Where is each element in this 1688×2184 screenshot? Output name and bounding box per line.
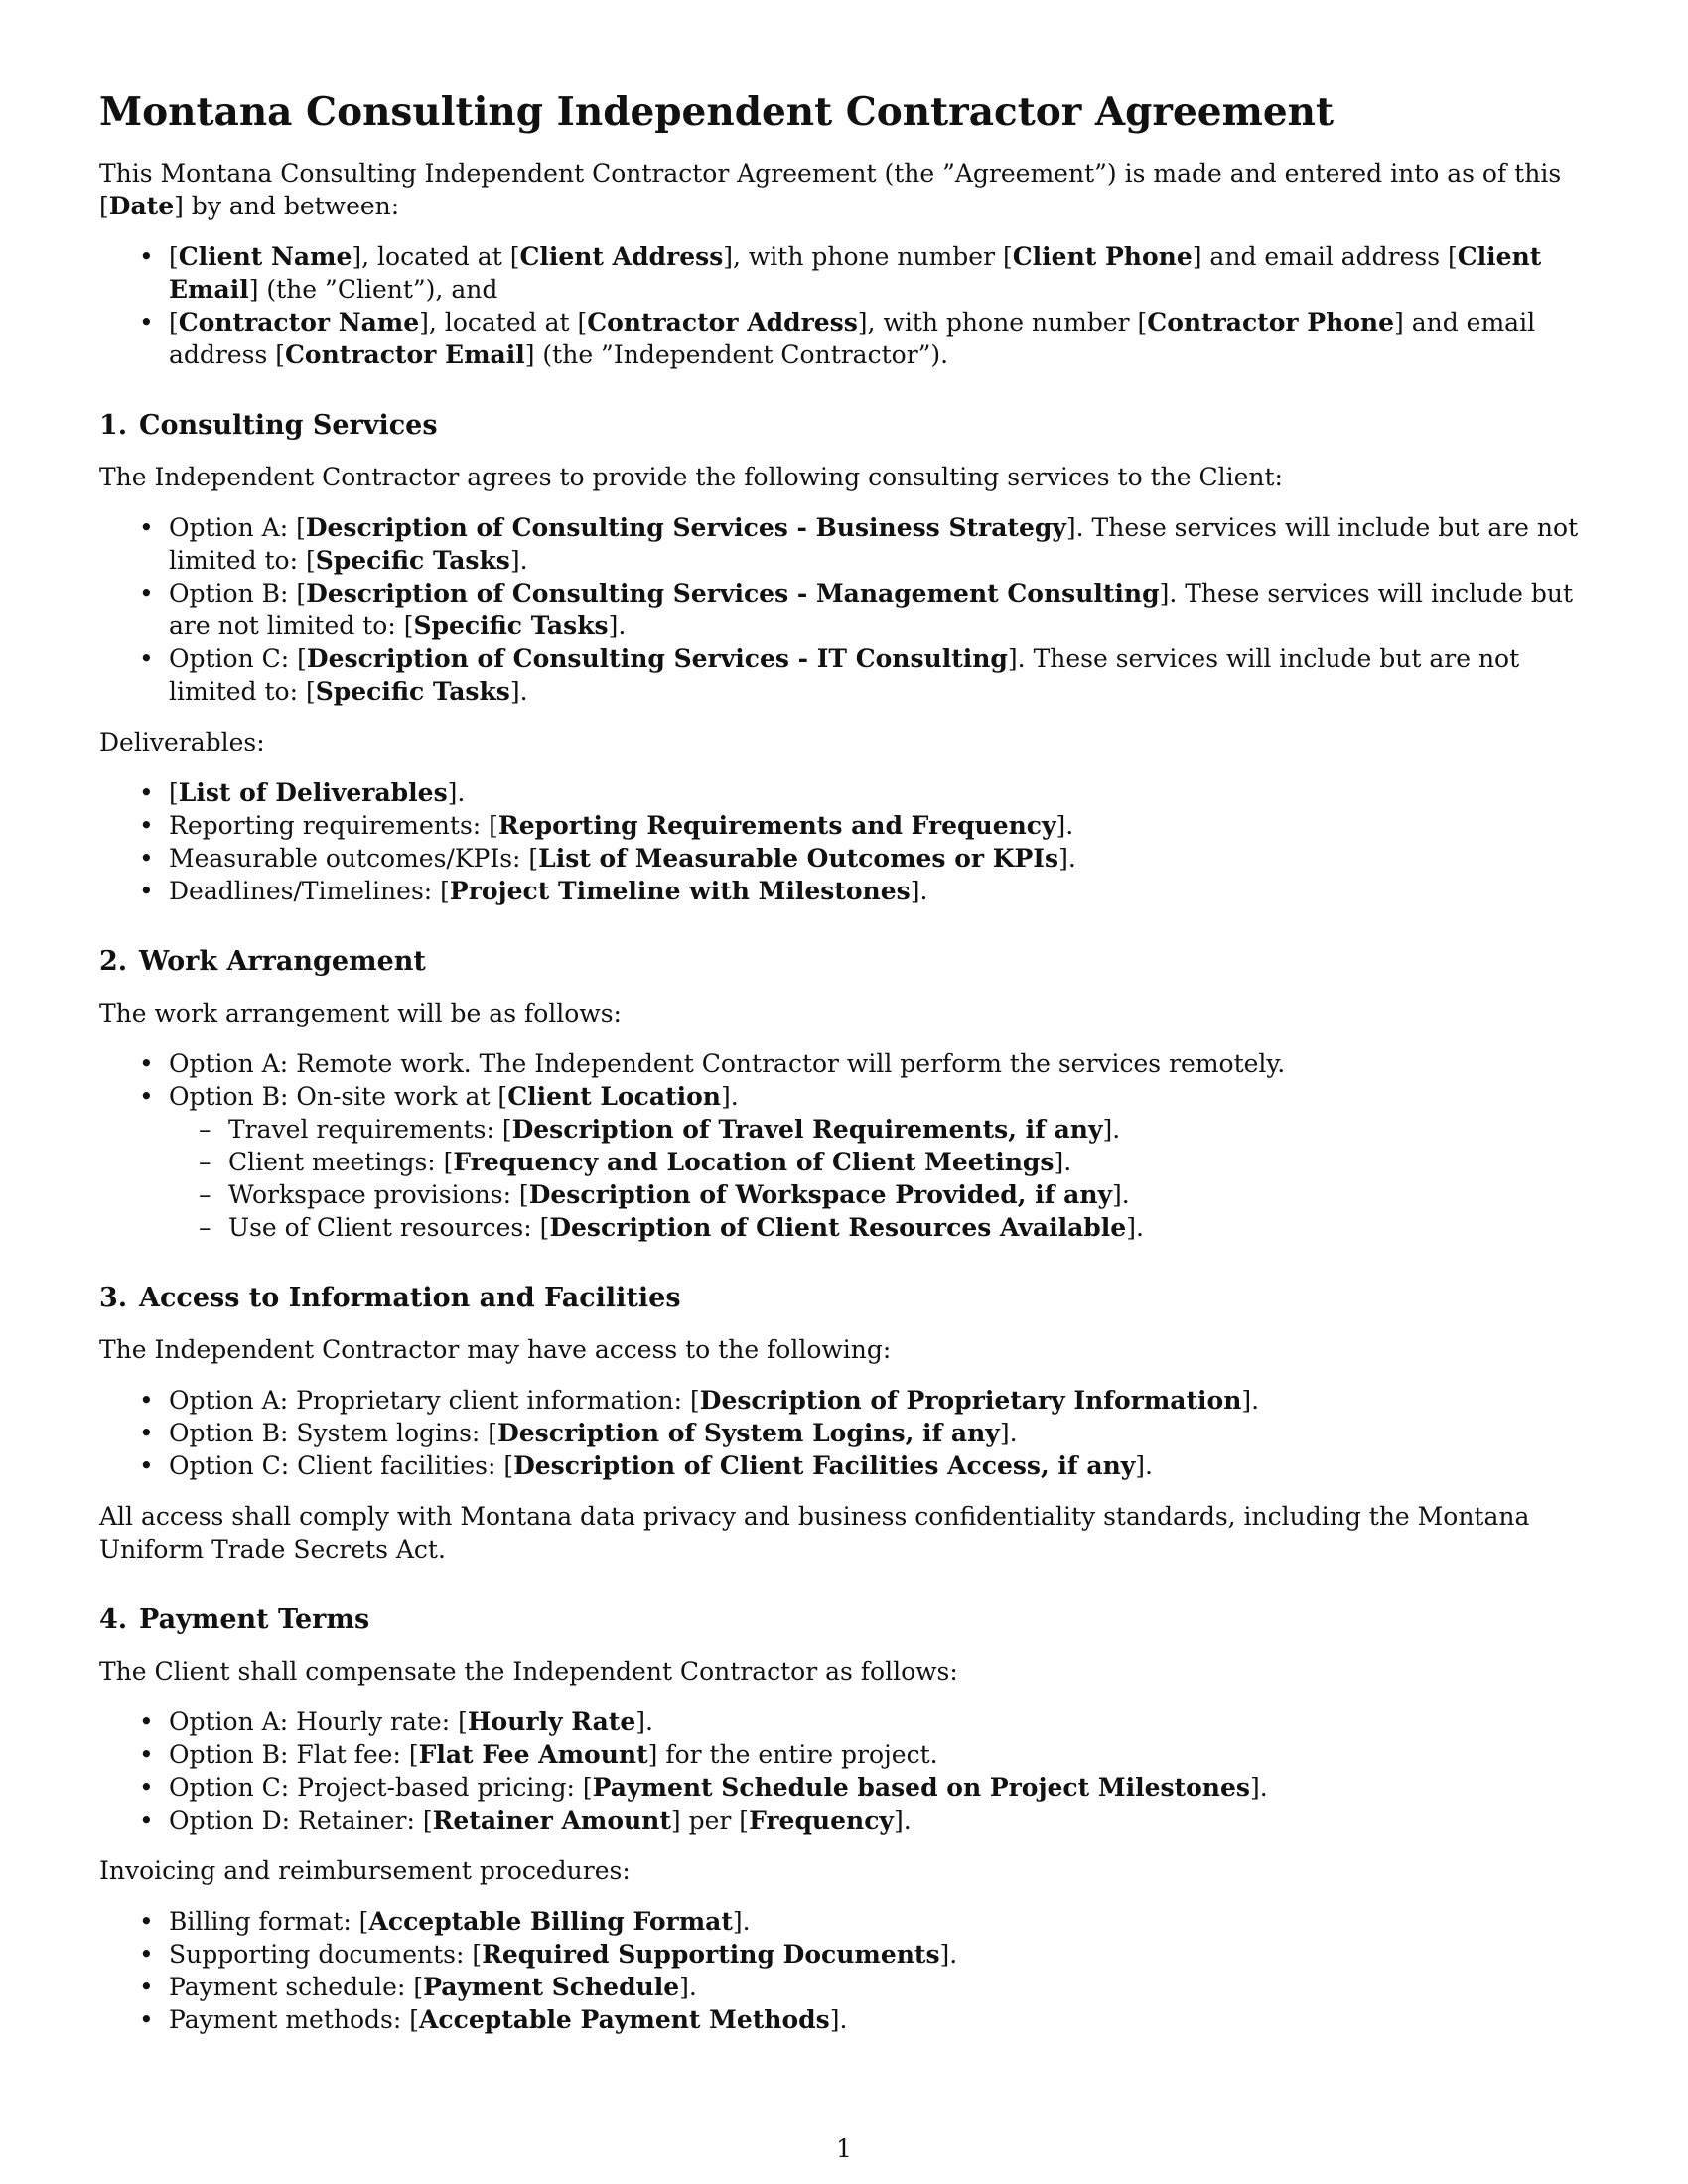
list-item: • Option C: Client facilities: [Description of Client Facilities Access, if any]. (99, 1449, 1591, 1482)
list-item: – Workspace provisions: [Description of Workspace Provided, if any]. (99, 1178, 1591, 1211)
access-closing-paragraph: All access shall comply with Montana data privacy and business confidentiality standards, including the Montana Uniform Trade Secrets Act. (99, 1502, 1530, 1564)
list-item: • Option D: Retainer: [Retainer Amount] per [Frequency]. (99, 1804, 1591, 1837)
list-item: • [Client Name], located at [Client Address], with phone number [Client Phone] and email address [Client Email] (the ”Client”), and (99, 240, 1591, 306)
list-item: – Use of Client resources: [Description of Client Resources Available]. (99, 1211, 1591, 1244)
document-title: Montana Consulting Independent Contractor Agreement (99, 89, 1335, 135)
list-item: • Supporting documents: [Required Supporting Documents]. (99, 1938, 1591, 1971)
list-item: • Option A: Remote work. The Independent Contractor will perform the services remotely. (99, 1047, 1591, 1080)
section-heading-payment-terms: 4. Payment Terms (99, 1604, 370, 1635)
access-list (99, 1384, 1591, 1482)
payment-options-list (99, 1706, 1591, 1837)
services-list (99, 511, 1591, 708)
intro-paragraph: This Montana Consulting Independent Contractor Agreement (the ”Agreement”) is made and entered into as of this [Date] by and between: (99, 159, 1562, 220)
list-item: • [List of Deliverables]. (99, 776, 1591, 809)
list-item: • Deadlines/Timelines: [Project Timeline with Milestones]. (99, 875, 1591, 907)
list-item: • Billing format: [Acceptable Billing Format]. (99, 1905, 1591, 1938)
list-item: • Option B: [Description of Consulting Services - Management Consulting]. These services will include but are not limited to: [Specific Tasks]. (99, 577, 1591, 642)
section-heading-access: 3. Access to Information and Facilities (99, 1283, 681, 1313)
list-item: • Reporting requirements: [Reporting Requirements and Frequency]. (99, 809, 1591, 842)
list-item: • Option B: On-site work at [Client Location]. (99, 1080, 1591, 1113)
parties-list (99, 240, 1591, 371)
section-intro: The Independent Contractor agrees to provide the following consulting services to the Client: (99, 463, 1283, 491)
list-item: – Travel requirements: [Description of Travel Requirements, if any]. (99, 1113, 1591, 1146)
section-heading-consulting-services: 1. Consulting Services (99, 410, 438, 441)
section-intro: The Independent Contractor may have access to the following: (99, 1335, 892, 1364)
list-item: • [Contractor Name], located at [Contractor Address], with phone number [Contractor Phone] and email address [Contractor Email] (the ”Independent Contractor”). (99, 306, 1591, 371)
list-item: • Option A: Hourly rate: [Hourly Rate]. (99, 1706, 1591, 1738)
list-item: • Payment schedule: [Payment Schedule]. (99, 1971, 1591, 2003)
onsite-details-list (99, 1113, 1591, 1244)
list-item: • Option A: Proprietary client information: [Description of Proprietary Information]. (99, 1384, 1591, 1417)
list-item: • Payment methods: [Acceptable Payment Methods]. (99, 2003, 1591, 2036)
list-item: – Client meetings: [Frequency and Location of Client Meetings]. (99, 1146, 1591, 1178)
placeholder-date: Date (108, 192, 175, 220)
deliverables-list (99, 776, 1591, 907)
invoicing-list (99, 1905, 1591, 2036)
list-item: • Option C: Project-based pricing: [Payment Schedule based on Project Milestones]. (99, 1771, 1591, 1804)
invoicing-label: Invoicing and reimbursement procedures: (99, 1856, 631, 1885)
document-page (99, 89, 1591, 2054)
section-intro: The Client shall compensate the Independent Contractor as follows: (99, 1657, 958, 1686)
work-arrangement-list (99, 1047, 1591, 1113)
list-item: • Measurable outcomes/KPIs: [List of Measurable Outcomes or KPIs]. (99, 842, 1591, 875)
list-item: • Option B: Flat fee: [Flat Fee Amount] for the entire project. (99, 1738, 1591, 1771)
list-item: • Option B: System logins: [Description of System Logins, if any]. (99, 1417, 1591, 1449)
list-item: • Option A: [Description of Consulting Services - Business Strategy]. These services will include but are not limited to: [Specific Tasks]. (99, 511, 1591, 577)
page-number: 1 (836, 2134, 852, 2163)
section-intro: The work arrangement will be as follows: (99, 999, 622, 1027)
list-item: • Option C: [Description of Consulting Services - IT Consulting]. These services will include but are not limited to: [Specific Tasks]. (99, 642, 1591, 708)
deliverables-label: Deliverables: (99, 728, 265, 756)
section-heading-work-arrangement: 2. Work Arrangement (99, 946, 426, 977)
